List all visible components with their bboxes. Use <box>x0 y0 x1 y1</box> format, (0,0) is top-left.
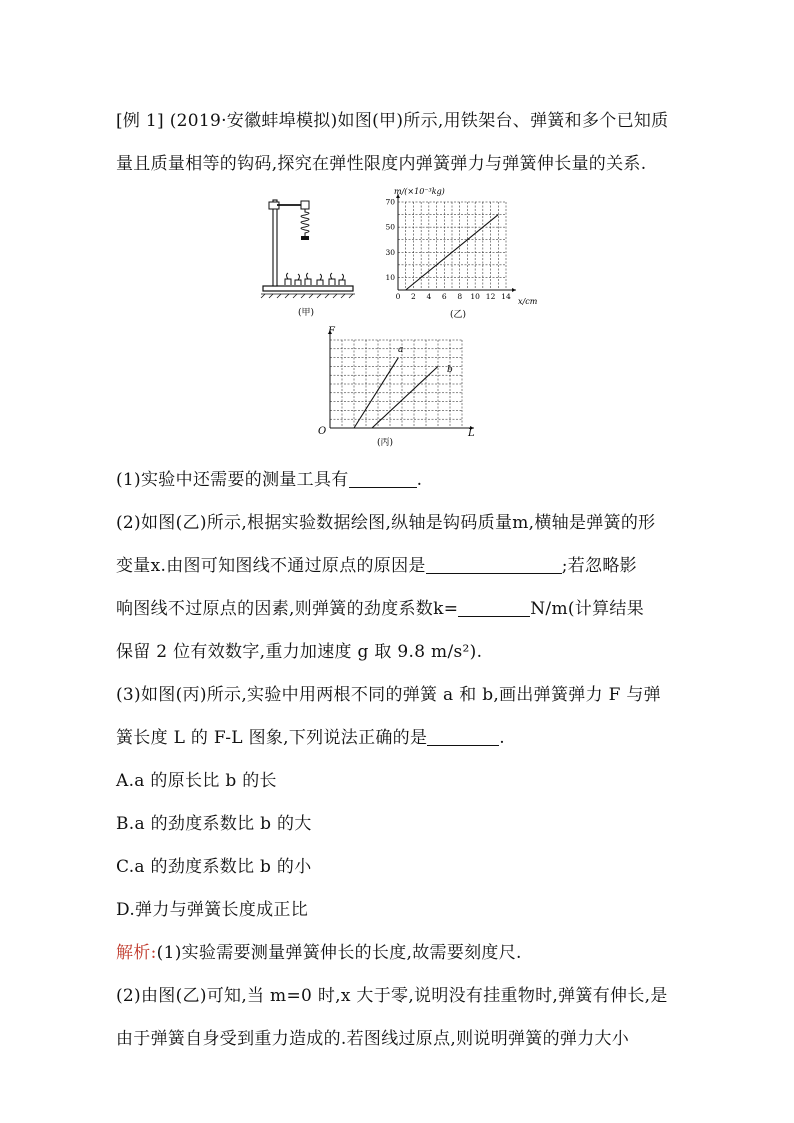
question-3-line-1: (3)如图(丙)所示,实验中用两根不同的弹簧 a 和 b,画出弹簧弹力 F 与弹 <box>116 685 661 705</box>
y-tick-label: 30 <box>385 247 395 257</box>
question-3-line-2-text: 簧长度 L 的 F-L 图象,下列说法正确的是 <box>116 728 428 748</box>
question-2-line-1: (2)如图(乙)所示,根据实验数据绘图,纵轴是钩码质量m,横轴是弹簧的形 <box>116 513 656 533</box>
option-a: A.a 的原长比 b 的长 <box>116 771 277 791</box>
y-tick-label: 10 <box>385 272 395 282</box>
x-tick-label: 12 <box>485 292 496 301</box>
x-tick-label: 4 <box>426 292 432 301</box>
series-line-a <box>354 358 398 428</box>
figure-bing-chart <box>312 320 482 450</box>
series-line-b <box>372 366 438 428</box>
question-1-blank[interactable] <box>349 470 417 488</box>
figure-yi-tick-labels <box>385 198 511 302</box>
x-tick-label: 14 <box>501 292 511 301</box>
analysis-line-2: (2)由图(乙)可知,当 m=0 时,x 大于零,说明没有挂重物时,弹簧有伸长,是 <box>116 986 668 1006</box>
figure-bing-caption: (丙) <box>377 438 394 448</box>
x-tick-label: 2 <box>411 292 416 301</box>
question-2-line-2-end: ;若忽略影 <box>561 556 637 576</box>
question-2-line-3-text: 响图线不过原点的因素,则弹簧的劲度系数k= <box>116 599 459 619</box>
figure-yi-grid <box>398 202 506 290</box>
figure-bing-xlabel: L <box>468 428 475 439</box>
option-b: B.a 的劲度系数比 b 的大 <box>116 814 312 834</box>
question-1-text: (1)实验中还需要的测量工具有 <box>116 470 349 490</box>
figure-bing-ylabel: F <box>328 326 335 337</box>
question-2-line-3 <box>116 594 644 619</box>
figure-yi-chart <box>360 180 550 320</box>
figure-bing-label-b: b <box>447 365 453 375</box>
analysis-label: 解析: <box>116 943 157 963</box>
x-tick-label: 8 <box>457 292 463 301</box>
analysis-line-3: 由于弹簧自身受到重力造成的.若图线过原点,则说明弹簧的弹力大小 <box>116 1029 630 1049</box>
x-tick-label: 10 <box>470 292 480 301</box>
question-3-blank[interactable] <box>427 728 499 746</box>
x-tick-label: 0 <box>395 292 401 301</box>
figure-bing-label-a: a <box>398 345 404 355</box>
x-axis-arrow <box>512 288 516 292</box>
question-1-end: . <box>416 470 423 490</box>
y-tick-label: 50 <box>385 222 395 232</box>
intro-line-1: [例 1] (2019·安徽蚌埠模拟)如图(甲)所示,用铁架台、弹簧和多个已知质 <box>116 111 669 131</box>
figure-bing-origin: O <box>318 426 327 437</box>
figure-yi-xlabel: x/cm <box>518 297 538 306</box>
question-2-blank-reason[interactable] <box>426 556 562 574</box>
figure-jia <box>255 190 355 320</box>
analysis-answer-1: (1)实验需要测量弹簧伸长的长度,故需要刻度尺. <box>156 943 522 963</box>
question-1 <box>116 465 422 490</box>
option-d: D.弹力与弹簧长度成正比 <box>116 900 309 920</box>
question-2-line-2-text: 变量x.由图可知图线不通过原点的原因是 <box>116 556 426 576</box>
y-tick-label: 70 <box>385 197 395 207</box>
question-2-blank-k[interactable] <box>458 599 530 617</box>
option-c: C.a 的劲度系数比 b 的小 <box>116 857 312 877</box>
figure-yi-caption: (乙) <box>450 310 467 320</box>
question-3-line-2 <box>116 723 505 748</box>
question-2-line-3-end: N/m(计算结果 <box>530 599 645 619</box>
x-tick-label: 6 <box>441 292 447 301</box>
figure-bing-grid <box>330 340 462 428</box>
analysis-line-1 <box>116 938 522 963</box>
intro-line-2: 量且质量相等的钩码,探究在弹性限度内弹簧弹力与弹簧伸长量的关系. <box>116 154 647 174</box>
question-2-line-2 <box>116 551 637 576</box>
figure-yi-ylabel: m/(×10⁻³kg) <box>394 187 445 196</box>
question-3-line-2-end: . <box>499 728 505 748</box>
question-2-line-4: 保留 2 位有效数字,重力加速度 g 取 9.8 m/s²). <box>116 642 483 662</box>
figure-jia-caption: (甲) <box>298 308 315 318</box>
